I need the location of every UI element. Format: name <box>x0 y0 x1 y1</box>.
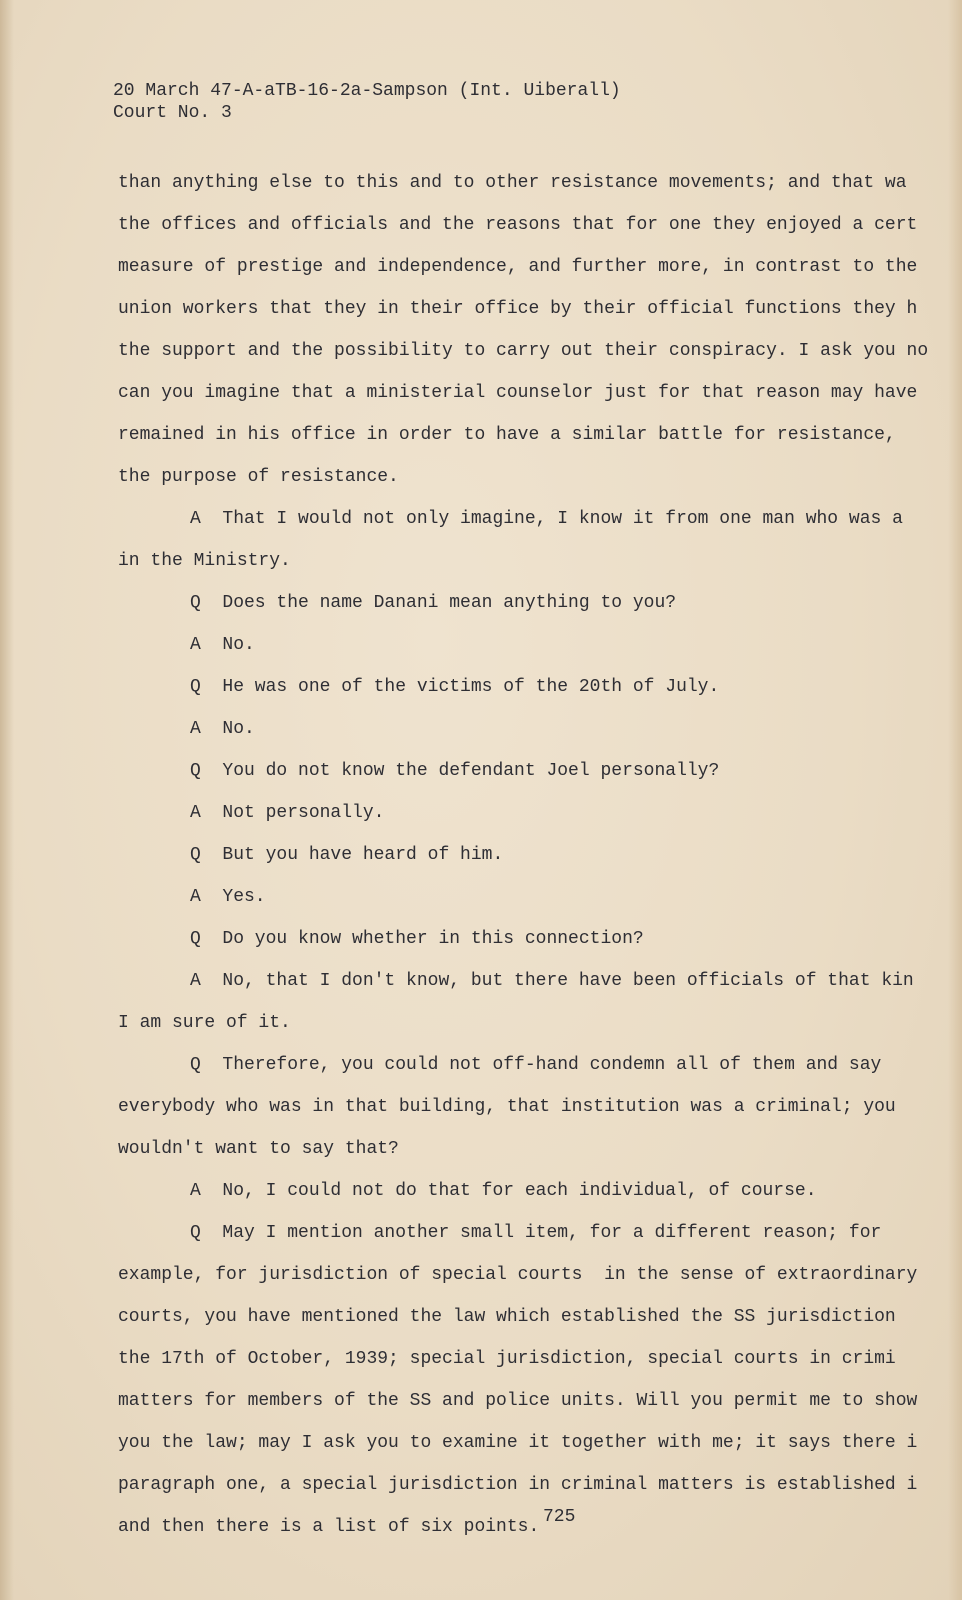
question-line: Q But you have heard of him. <box>190 845 504 865</box>
text-line: I am sure of it. <box>118 1013 291 1033</box>
page-number: 725 <box>543 1507 576 1527</box>
question-line: Q Do you know whether in this connection? <box>190 929 644 949</box>
text-line: the 17th of October, 1939; special jurisdiction, special courts in crimi <box>118 1349 896 1369</box>
text-line: union workers that they in their office by their official functions they h <box>118 299 918 319</box>
answer-line: A No. <box>190 719 255 739</box>
question-line: Q May I mention another small item, for a different reason; for <box>190 1223 882 1243</box>
text-line: everybody who was in that building, that institution was a criminal; you <box>118 1097 896 1117</box>
answer-line: A No, that I don't know, but there have been officials of that kin <box>190 971 914 991</box>
answer-line: A Yes. <box>190 887 266 907</box>
text-line: the support and the possibility to carry out their conspiracy. I ask you no <box>118 341 929 361</box>
text-line: paragraph one, a special jurisdiction in criminal matters is established i <box>118 1475 918 1495</box>
header-date-line: 20 March 47-A-aTB-16-2a-Sampson (Int. Uiberall) <box>113 81 621 101</box>
question-line: Q Does the name Danani mean anything to you? <box>190 593 677 613</box>
text-line: wouldn't want to say that? <box>118 1139 399 1159</box>
answer-line: A Not personally. <box>190 803 385 823</box>
answer-line: A No, I could not do that for each individual, of course. <box>190 1181 817 1201</box>
question-line: Q You do not know the defendant Joel personally? <box>190 761 720 781</box>
question-line: Q He was one of the victims of the 20th of July. <box>190 677 720 697</box>
text-line: example, for jurisdiction of special courts in the sense of extraordinary <box>118 1265 918 1285</box>
text-line: and then there is a list of six points. <box>118 1517 540 1537</box>
answer-line: A No. <box>190 635 255 655</box>
text-line: measure of prestige and independence, and further more, in contrast to the <box>118 257 918 277</box>
header-court-line: Court No. 3 <box>113 103 232 123</box>
text-line: you the law; may I ask you to examine it together with me; it says there i <box>118 1433 918 1453</box>
text-line: the offices and officials and the reasons that for one they enjoyed a cert <box>118 215 918 235</box>
page-header <box>113 80 621 124</box>
page-edge-shadow-left <box>0 0 14 1600</box>
text-line: in the Ministry. <box>118 551 291 571</box>
text-line: matters for members of the SS and police units. Will you permit me to show <box>118 1391 918 1411</box>
page-edge-shadow-right <box>948 0 962 1600</box>
answer-line: A That I would not only imagine, I know it from one man who was a <box>190 509 903 529</box>
text-line: the purpose of resistance. <box>118 467 399 487</box>
text-line: courts, you have mentioned the law which established the SS jurisdiction <box>118 1307 896 1327</box>
question-line: Q Therefore, you could not off-hand condemn all of them and say <box>190 1055 882 1075</box>
text-line: than anything else to this and to other resistance movements; and that wa <box>118 173 907 193</box>
text-line: can you imagine that a ministerial counselor just for that reason may have <box>118 383 918 403</box>
text-line: remained in his office in order to have a similar battle for resistance, <box>118 425 896 445</box>
